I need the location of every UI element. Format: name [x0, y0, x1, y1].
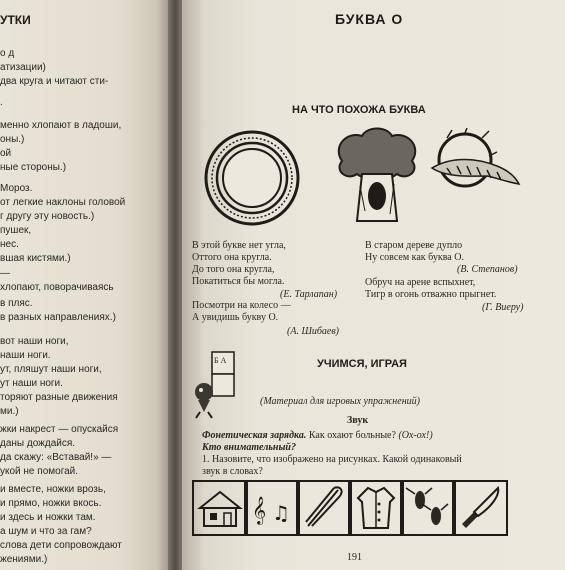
- house-picture-cell: [192, 480, 248, 536]
- poem-line: Посмотри на колесо —: [192, 300, 291, 311]
- svg-text:♫: ♫: [272, 501, 290, 525]
- left-line: ут, пляшут наши ноги,: [0, 364, 102, 375]
- task-line: 1. Назовите, что изображено на рисунках. Какой одинаковый: [202, 454, 462, 465]
- left-line: нес.: [0, 239, 19, 250]
- section-heading-shape: НА ЧТО ПОХОЖА БУКВА: [292, 104, 426, 116]
- left-heading: УТКИ: [0, 13, 31, 27]
- poem-line: Покатиться бы могла.: [192, 276, 285, 287]
- left-line: хлопают, поворачиваясь: [0, 282, 114, 293]
- left-line: наши ноги.: [0, 350, 51, 361]
- left-line: Мороз.: [0, 183, 33, 194]
- task-line: звук в словах?: [202, 466, 263, 477]
- poem-line: Тигр в огонь отважно прыгнет.: [365, 289, 497, 300]
- left-line: и прямо, ножки вкось.: [0, 498, 102, 509]
- left-line: пушек,: [0, 225, 32, 236]
- left-line: и здесь и ножки там.: [0, 512, 96, 523]
- music-picture-cell: [244, 480, 300, 536]
- left-line: менно хлопают в ладоши,: [0, 120, 122, 131]
- left-line: ой: [0, 148, 12, 159]
- umbrella-icon: [298, 482, 350, 534]
- exercise-text: Как охают больные?: [308, 430, 396, 441]
- left-line: торяют разные движения: [0, 392, 118, 403]
- poem-author: (А. Шибаев): [287, 326, 340, 337]
- music-notes-icon: [246, 482, 298, 534]
- coat-picture-cell: [348, 480, 404, 536]
- umbrella-picture-cell: [296, 480, 352, 536]
- left-line: атизации): [0, 62, 46, 73]
- left-page: [0, 0, 170, 570]
- left-line: и вместе, ножки врозь,: [0, 484, 106, 495]
- exercise-label: Фонетическая зарядка.: [202, 430, 307, 441]
- left-line: да скажу: «Вставай!» —: [0, 452, 112, 463]
- knife-icon: [454, 482, 506, 534]
- tiger-hoop-illustration: [427, 128, 522, 198]
- sound-label: Звук: [347, 415, 369, 426]
- left-line: два круга и читают сти-: [0, 76, 109, 87]
- left-line: оны.): [0, 134, 25, 145]
- page-title: БУКВА О: [335, 11, 404, 27]
- poem-line: В старом дереве дупло: [365, 240, 463, 251]
- poem-line: До того она кругла,: [192, 264, 275, 275]
- left-line: —: [0, 268, 10, 279]
- left-line: слова дети сопровождают: [0, 540, 122, 551]
- left-line: жениями.): [0, 554, 48, 565]
- left-line: даны дождайся.: [0, 438, 76, 449]
- poem-author: (Г. Виеру): [482, 302, 524, 313]
- poem-author: (В. Степанов): [457, 264, 518, 275]
- page-number: 191: [347, 552, 362, 563]
- section-heading-play: УЧИМСЯ, ИГРАЯ: [317, 358, 407, 370]
- left-line: укой не помогай.: [0, 466, 79, 477]
- left-line: в пляс.: [0, 298, 33, 309]
- left-line: ут наши ноги.: [0, 378, 63, 389]
- materials-note: (Материал для игровых упражнений): [260, 396, 420, 407]
- svg-text:𝄞: 𝄞: [252, 496, 267, 524]
- left-line: вшая кистями.): [0, 253, 71, 264]
- wheel-tire-illustration: [202, 128, 302, 228]
- who-attentive: Кто внимательный?: [202, 442, 296, 453]
- block-letters: Б А: [214, 356, 227, 365]
- poem-line: А увидишь букву О.: [192, 312, 279, 323]
- house-icon: [194, 482, 246, 534]
- hollow-tree-illustration: [332, 126, 422, 226]
- left-line: ные стороны.): [0, 162, 67, 173]
- left-line: жки накрест — опускайся: [0, 424, 119, 435]
- left-line: .: [0, 97, 3, 108]
- coat-icon: [350, 482, 402, 534]
- left-line: о д: [0, 48, 15, 59]
- left-line: от легкие наклоны головой: [0, 197, 126, 208]
- left-line: а шум и что за гам?: [0, 526, 92, 537]
- poem-line: Ну совсем как буква О.: [365, 252, 464, 263]
- right-page: [182, 0, 565, 570]
- knife-picture-cell: [452, 480, 508, 536]
- wasps-picture-cell: [400, 480, 456, 536]
- poem-author: (Е. Тарлапан): [280, 289, 338, 300]
- left-line: в разных направлениях.): [0, 312, 116, 323]
- exercise-line: [202, 430, 433, 442]
- left-line: г другу эту новость.): [0, 211, 95, 222]
- poem-line: В этой букве нет угла,: [192, 240, 286, 251]
- exercise-answer: (Ох-ох!): [398, 430, 433, 441]
- left-line: ми.): [0, 406, 19, 417]
- wasps-icon: [402, 482, 454, 534]
- left-line: вот наши ноги,: [0, 336, 69, 347]
- poem-line: Обруч на арене вспыхнет,: [365, 277, 476, 288]
- poem-line: Оттого она кругла.: [192, 252, 272, 263]
